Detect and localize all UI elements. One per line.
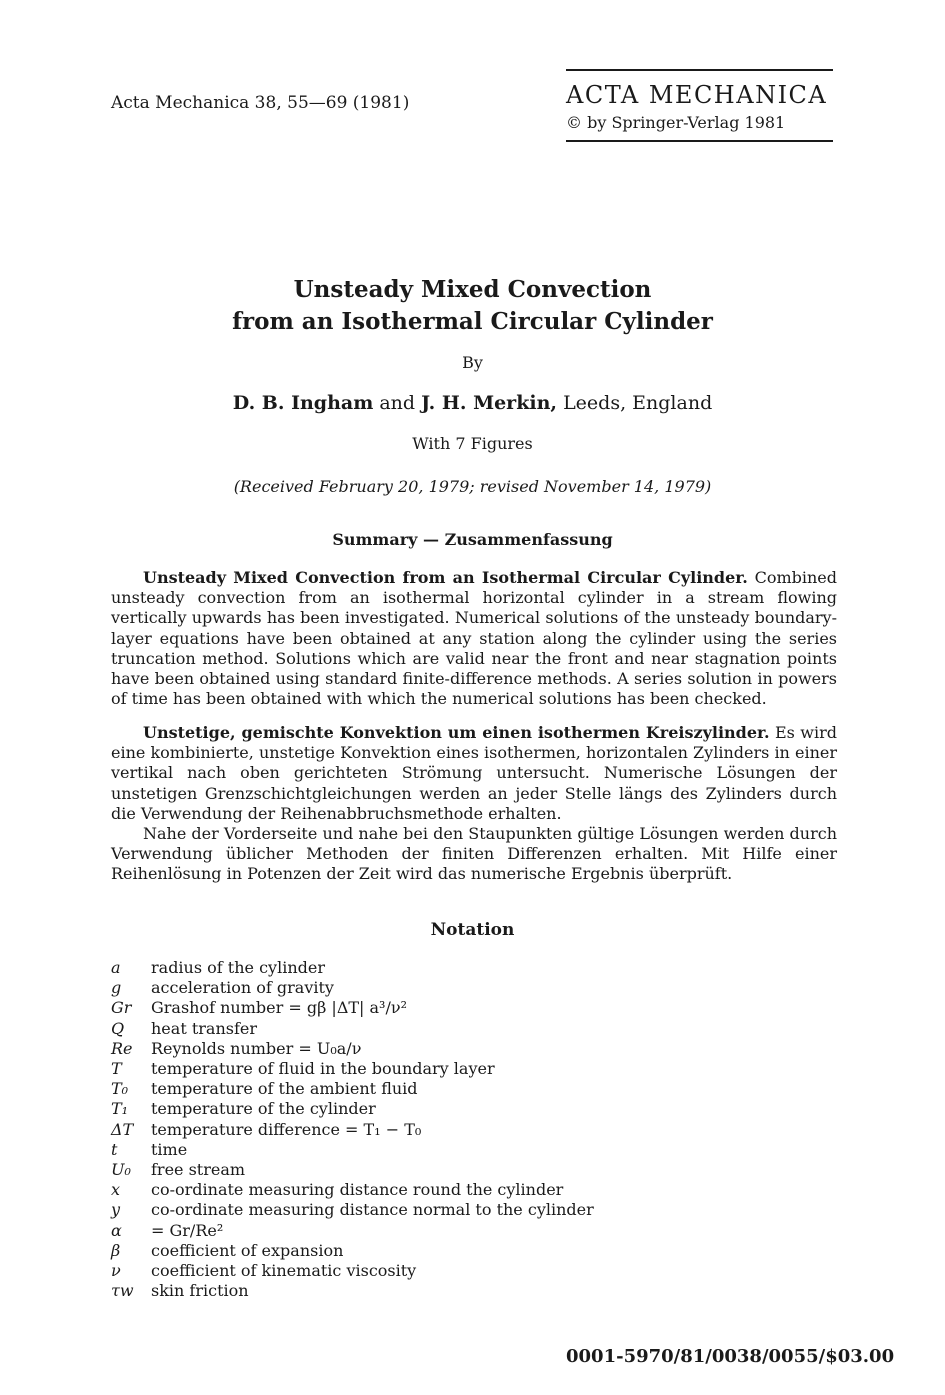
notation-definition: Reynolds number = U₀a/ν: [151, 1038, 362, 1058]
received-dates: (Received February 20, 1979; revised November 14, 1979): [233, 477, 712, 496]
notation-symbol: ν: [111, 1261, 121, 1281]
notation-list: [111, 958, 594, 1301]
notation-row: [111, 1019, 594, 1039]
notation-row: [111, 1099, 594, 1119]
notation-definition: acceleration of gravity: [151, 978, 334, 998]
summary-de-body: Es wird eine kombinierte, unstetige Konvektion eines isothermen, horizontalen Zylinders in einer vertikal nach oben gerichteten Strömung untersucht. Numerische Lösungen der unstetigen Grenzschichtgleichungen werden an jeder Stelle längs des Zylinders durch die Verwendung der Reihenabbruchsmethode erhalten.: [111, 723, 837, 823]
author-conjunction: and: [379, 392, 416, 414]
notation-row: [111, 1261, 594, 1281]
title-line-2: from an Isothermal Circular Cylinder: [232, 308, 713, 335]
notation-definition: temperature of fluid in the boundary layer: [151, 1059, 495, 1079]
notation-symbol: ΔT: [111, 1119, 134, 1139]
article-code: 0001-5970/81/0038/0055/$03.00: [566, 1346, 895, 1367]
notation-row: [111, 978, 594, 998]
notation-row: [111, 1221, 594, 1241]
authors: [0, 392, 945, 414]
author-1: D. B. Ingham: [232, 392, 374, 414]
notation-symbol: T₀: [111, 1079, 129, 1099]
notation-symbol: τw: [111, 1281, 134, 1301]
notation-symbol: β: [111, 1240, 121, 1260]
notation-definition: radius of the cylinder: [151, 958, 325, 977]
notation-row: [111, 1120, 594, 1140]
notation-definition: coefficient of expansion: [151, 1240, 344, 1260]
notation-symbol: y: [111, 1200, 121, 1220]
notation-symbol: T₁: [111, 1099, 129, 1119]
notation-symbol: a: [111, 958, 121, 977]
notation-row: [111, 1160, 594, 1180]
notation-row: [111, 1140, 594, 1160]
summary-en-title: Unsteady Mixed Convection from an Isothermal Circular Cylinder.: [143, 568, 748, 587]
figure-count: With 7 Figures: [412, 434, 533, 453]
summary-german: [111, 723, 837, 885]
notation-symbol: α: [111, 1220, 122, 1240]
notation-definition: skin friction: [151, 1281, 249, 1301]
summary-en-body: Combined unsteady convection from an isothermal horizontal cylinder in a stream flowing vertically upwards has been investigated. Numerical solutions of the unsteady boundary-layer equations have been obtained at any station along the cylinder using the series truncation method. Solutions which are valid near the front and near stagnation points have been obtained using standard finite-difference methods. A series solution in powers of time has been obtained with which the numerical solutions has been checked.: [111, 568, 838, 709]
notation-definition: coefficient of kinematic viscosity: [151, 1261, 417, 1281]
notation-definition: time: [151, 1139, 188, 1159]
journal-name: ACTA MECHANICA: [566, 81, 828, 109]
notation-row: [111, 1200, 594, 1220]
notation-row: [111, 1281, 594, 1301]
notation-row: [111, 1180, 594, 1200]
journal-citation: Acta Mechanica 38, 55—69 (1981): [111, 93, 410, 113]
notation-row: [111, 1079, 594, 1099]
notation-definition: co-ordinate measuring distance normal to the cylinder: [151, 1200, 594, 1220]
notation-definition: temperature of the ambient fluid: [151, 1079, 418, 1099]
author-location: Leeds, England: [563, 392, 713, 414]
journal-masthead: [566, 69, 833, 142]
notation-symbol: T: [111, 1059, 122, 1079]
notation-symbol: Gr: [111, 998, 132, 1018]
notation-definition: temperature of the cylinder: [151, 1099, 376, 1119]
notation-definition: Grashof number = gβ |ΔT| a³/ν²: [151, 998, 407, 1018]
notation-definition: = Gr/Re²: [151, 1220, 224, 1240]
summary-heading: Summary — Zusammenfassung: [332, 530, 613, 549]
title-line-1: Unsteady Mixed Convection: [293, 276, 652, 303]
notation-definition: temperature difference = T₁ − T₀: [151, 1119, 422, 1139]
author-2: J. H. Merkin,: [421, 392, 558, 414]
notation-row: [111, 958, 594, 978]
notation-symbol: x: [111, 1180, 121, 1200]
summary-de-title: Unstetige, gemischte Konvektion um einen isothermen Kreiszylinder.: [143, 723, 770, 742]
copyright-notice: © by Springer-Verlag 1981: [566, 113, 786, 132]
notation-heading: Notation: [430, 920, 515, 940]
notation-row: [111, 1039, 594, 1059]
notation-symbol: g: [111, 978, 122, 998]
summary-de-body-2: Nahe der Vorderseite und nahe bei den Staupunkten gültige Lösungen werden durch Verwendung üblicher Methoden der finiten Differenzen erhalten. Mit Hilfe einer Reihenlösung in Potenzen der Zeit wird das numerische Ergebnis überprüft.: [111, 824, 837, 884]
by-label: By: [462, 353, 483, 372]
summary-english: [111, 568, 837, 709]
notation-definition: free stream: [151, 1160, 246, 1180]
notation-row: [111, 1241, 594, 1261]
notation-row: [111, 1059, 594, 1079]
notation-row: [111, 998, 594, 1018]
notation-symbol: U₀: [111, 1160, 131, 1180]
notation-symbol: Re: [111, 1038, 133, 1058]
paper-title: [0, 274, 945, 338]
notation-symbol: t: [111, 1139, 118, 1159]
notation-definition: co-ordinate measuring distance round the cylinder: [151, 1180, 564, 1200]
notation-definition: heat transfer: [151, 1018, 257, 1038]
notation-symbol: Q: [111, 1018, 125, 1038]
